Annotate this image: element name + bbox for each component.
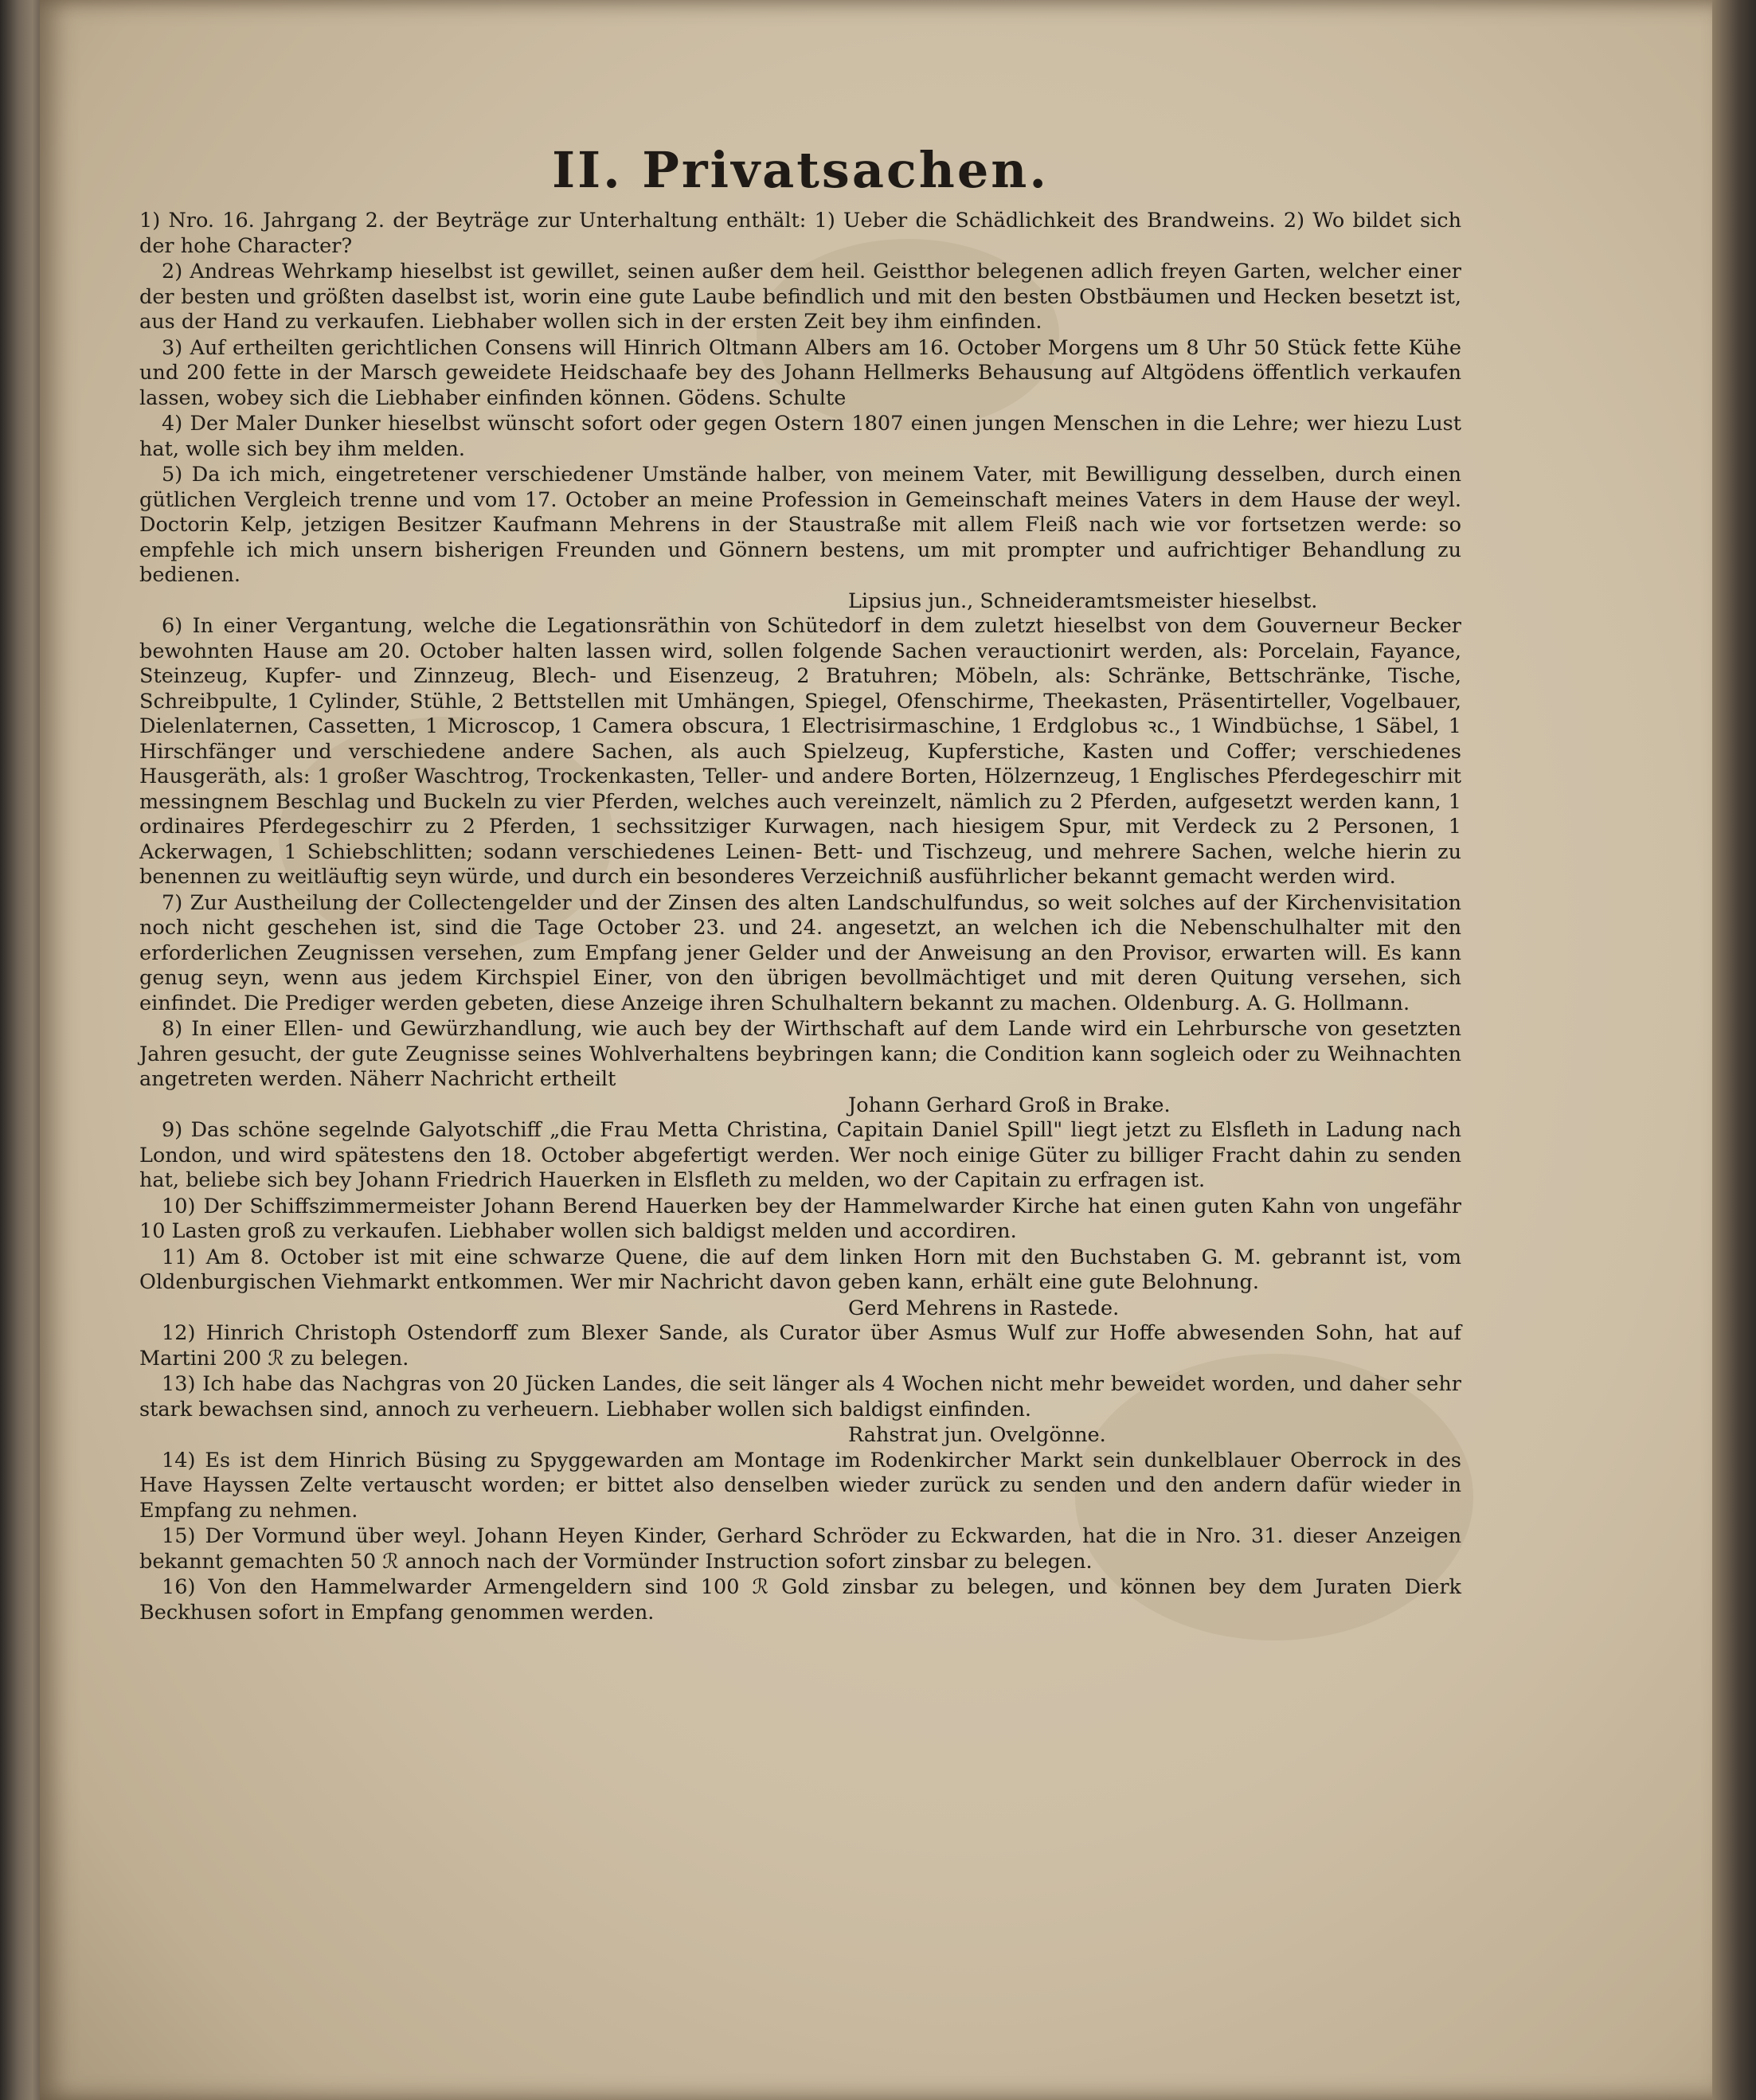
notice-15: 15) Der Vormund über weyl. Johann Heyen Kinder, Gerhard Schröder zu Eckwarden, hat die in Nro. 31. dieser Anzeigen bekannt gemachten 50 ℛ annoch nach der Vormünder Instruction sofort zinsbar zu belegen. (139, 1524, 1461, 1574)
notice-12: 12) Hinrich Christoph Ostendorff zum Blexer Sande, als Curator über Asmus Wulf zur Hoffe abwesenden Sohn, hat auf Martini 200 ℛ zu belegen. (139, 1321, 1461, 1371)
notice-3: 3) Auf ertheilten gerichtlichen Consens will Hinrich Oltmann Albers am 16. October Morgens um 8 Uhr 50 Stück fette Kühe und 200 fette in der Marsch geweidete Heidschaafe bey des Johann Hellmerks Behausung auf Altgödens öffentlich verkaufen lassen, wobey sich die Liebhaber einfinden können. Gödens. Schulte (139, 335, 1461, 410)
notice-7: 7) Zur Austheilung der Collectengelder und der Zinsen des alten Landschulfundus, so weit solches auf der Kirchenvisitation noch nicht geschehen ist, sind die Tage October 23. und 24. angesetzt, an welchen ich die Nebenschulhalter mit den erforderlichen Zeugnissen versehen, zum Empfang jener Gelder und der Anweisung an den Provisor, erwarten will. Es kann genug seyn, wenn aus jedem Kirchspiel Einer, von den übrigen bevollmächtiget und mit deren Quitung versehen, sich einfindet. Die Prediger werden gebeten, diese Anzeige ihren Schulhaltern bekannt zu machen. Oldenburg. A. G. Hollmann. (139, 890, 1461, 1015)
notice-16: 16) Von den Hammelwarder Armengeldern sind 100 ℛ Gold zinsbar zu belegen, und können bey dem Juraten Dierk Beckhusen sofort in Empfang genommen werden. (139, 1575, 1461, 1625)
notice-11: 11) Am 8. October ist mit eine schwarze Quene, die auf dem linken Horn mit den Buchstaben G. M. gebrannt ist, vom Oldenburgischen Viehmarkt entkommen. Wer mir Nachricht davon geben kann, erhält eine gute Belohnung. (139, 1245, 1461, 1295)
notice-5: 5) Da ich mich, eingetretener verschiedener Umstände halber, von meinem Vater, mit Bewilligung desselben, durch einen gütlichen Vergleich trenne und vom 17. October an meine Profession in Gemeinschaft meines Vaters in dem Hause der weyl. Doctorin Kelp, jetzigen Besitzer Kaufmann Mehrens in der Staustraße mit allem Fleiß nach wie vor fortsetzen werde: so empfehle ich mich unsern bisherigen Freunden und Gönnern bestens, um mit prompter und aufrichtiger Behandlung zu bedienen. (139, 463, 1461, 588)
notice-13-signature: Rahstrat jun. Ovelgönne. (848, 1423, 1106, 1448)
notice-8: 8) In einer Ellen- und Gewürzhandlung, wie auch bey der Wirthschaft auf dem Lande wird ein Lehrbursche von gesetzten Jahren gesucht, der gute Zeugnisse seines Wohlverhaltens beybringen kann; die Condition kann sogleich oder zu Weihnachten angetreten werden. Näherr Nachricht ertheilt (139, 1017, 1461, 1092)
notice-1: 1) Nro. 16. Jahrgang 2. der Beyträge zur Unterhaltung enthält: 1) Ueber die Schädlichkeit des Brandweins. 2) Wo bildet sich der hohe Character? (139, 209, 1461, 258)
notice-11-signature: Gerd Mehrens in Rastede. (848, 1296, 1120, 1320)
section-title: II. Privatsachen. (552, 141, 1049, 199)
notice-6: 6) In einer Vergantung, welche die Legationsräthin von Schütedorf in dem zuletzt hieselbst von dem Gouverneur Becker bewohnten Hause am 20. October halten lassen wird, sollen folgende Sachen verauctionirt werden, als: Porcelain, Fayance, Steinzeug, Kupfer- und Zinnzeug, Blech- und Eisenzeug, 2 Bratuhren; Möbeln, als: Schränke, Bettschränke, Tische, Schreibpulte, 1 Cylinder, Stühle, 2 Bettstellen mit Umhängen, Spiegel, Ofenschirme, Theekasten, Präsentirteller, Vogelbauer, Dielenlaternen, Cassetten, 1 Microscop, 1 Camera obscura, 1 Electrisirmaschine, 1 Erdglobus ꝛc., 1 Windbüchse, 1 Säbel, 1 Hirschfänger und verschiedene andere Sachen, als auch Spielzeug, Kupferstiche, Kasten und Coffer; verschiedenes Hausgeräth, als: 1 großer Waschtrog, Trockenkasten, Teller- und andere Borten, Hölzernzeug, 1 Englisches Pferdegeschirr mit messingnem Beschlag und Buckeln zu vier Pferden, welches auch vereinzelt, nämlich zu 2 Pferden, aufgesetzt werden kann, 1 ordinaires Pferdegeschirr zu 2 Pferden, 1 sechssitziger Kurwagen, nach hiesigem Spur, mit Verdeck zu 2 Personen, 1 Ackerwagen, 1 Schiebschlitten; sodann verschiedenes Leinen- Bett- und Tischzeug, und mehrere Sachen, welche hierin zu benennen zu weitläuftig seyn würde, und durch ein besonderes Verzeichniß ausführlicher bekannt gemacht werden wird. (139, 614, 1461, 890)
notice-4: 4) Der Maler Dunker hieselbst wünscht sofort oder gegen Ostern 1807 einen jungen Menschen in die Lehre; wer hiezu Lust hat, wolle sich bey ihm melden. (139, 412, 1461, 461)
notice-9: 9) Das schöne segelnde Galyotschiff „die Frau Metta Christina, Capitain Daniel Spill" liegt jetzt zu Elsfleth in Ladung nach London, und wird spätestens den 18. October abgefertigt werden. Wer noch einige Güter zu billiger Fracht dahin zu senden hat, beliebe sich bey Johann Friedrich Hauerken in Elsfleth zu melden, wo der Capitain zu erfragen ist. (139, 1118, 1461, 1193)
page-right-edge (1712, 0, 1756, 2100)
notice-2: 2) Andreas Wehrkamp hieselbst ist gewillet, seinen außer dem heil. Geistthor belegenen adlich freyen Garten, welcher einer der besten und größten daselbst ist, worin eine gute Laube befindlich und mit den besten Obstbäumen und Hecken besetzt ist, aus der Hand zu verkaufen. Liebhaber wollen sich in der ersten Zeit bey ihm einfinden. (139, 260, 1461, 334)
notice-14: 14) Es ist dem Hinrich Büsing zu Spyggewarden am Montage im Rodenkircher Markt sein dunkelblauer Oberrock in des Have Hayssen Zelte vertauscht worden; er bittet also denselben wieder zurück zu senden und den andern dafür wieder in Empfang zu nehmen. (139, 1448, 1461, 1523)
notice-10: 10) Der Schiffszimmermeister Johann Berend Hauerken bey der Hammelwarder Kirche hat einen guten Kahn von ungefähr 10 Lasten groß zu verkaufen. Liebhaber wollen sich baldigst melden und accordiren. (139, 1194, 1461, 1244)
notice-5-signature: Lipsius jun., Schneideramtsmeister hieselbst. (848, 589, 1318, 613)
article-column (139, 143, 1461, 1626)
notice-8-signature: Johann Gerhard Groß in Brake. (848, 1093, 1171, 1117)
notice-13: 13) Ich habe das Nachgras von 20 Jücken Landes, die seit länger als 4 Wochen nicht mehr beweidet worden, und daher sehr stark bewachsen sind, annoch zu verheuern. Liebhaber wollen sich baldigst einfinden. (139, 1372, 1461, 1422)
